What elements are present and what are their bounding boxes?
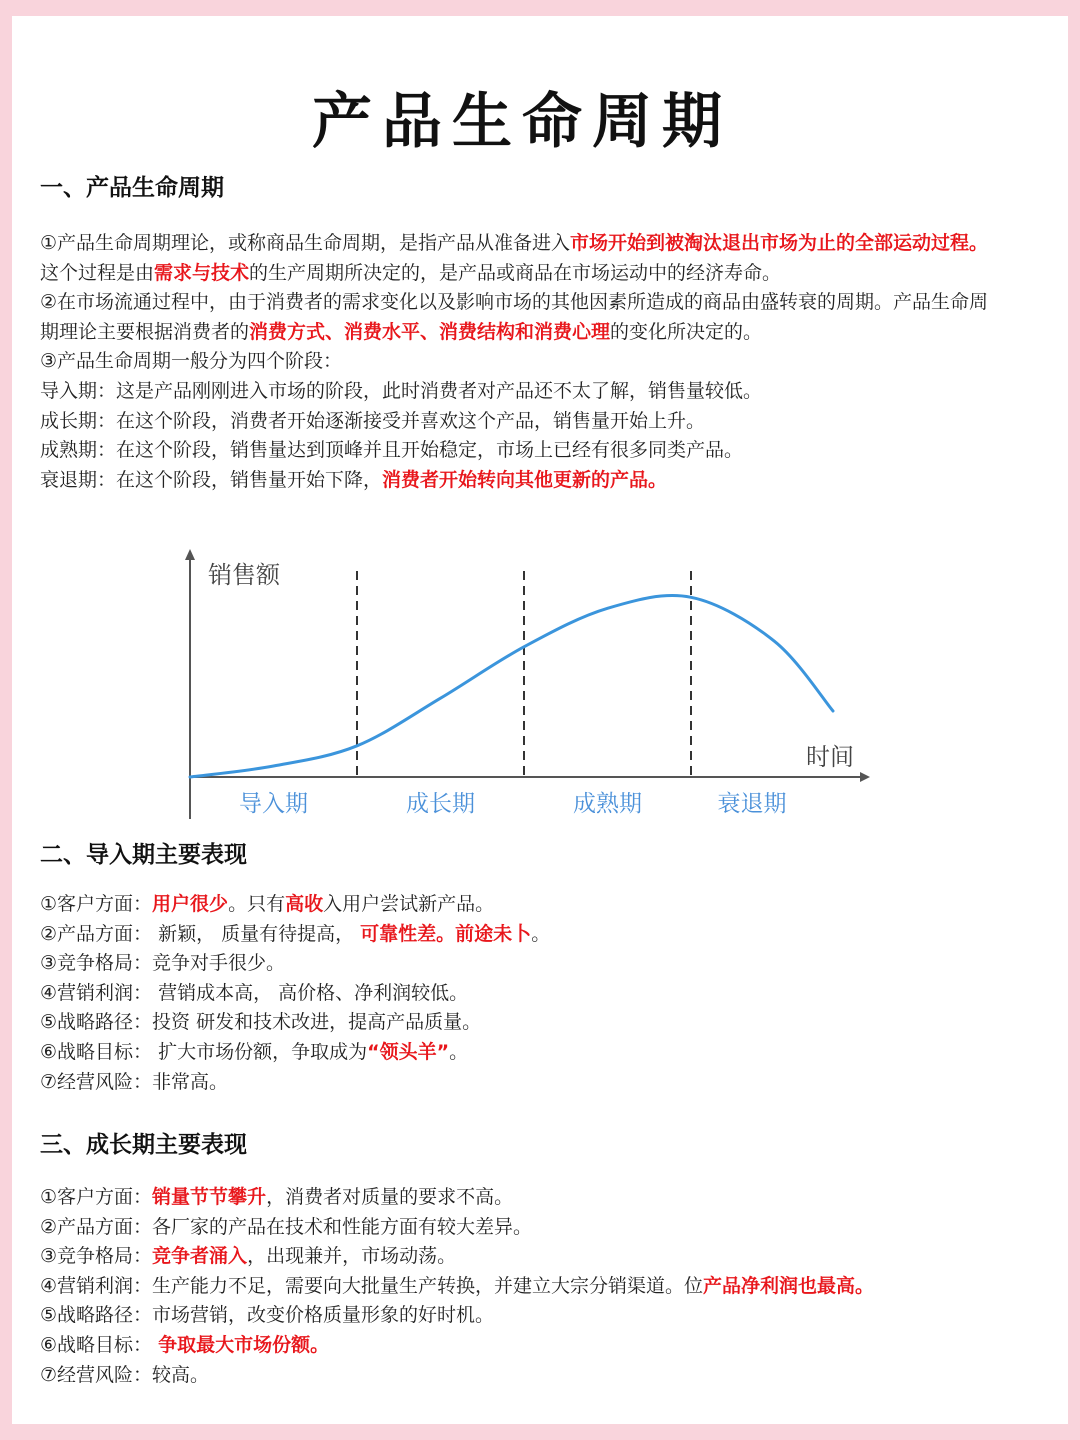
growth-product: ②产品方面：各厂家的产品在技术和性能方面有较大差异。: [40, 1215, 533, 1238]
section2-body: [40, 890, 1000, 1097]
x-axis-arrow: [860, 772, 870, 782]
section2-heading: 二、导入期主要表现: [40, 842, 247, 868]
growth-profit-text: ④营销利润：生产能力不足，需要向大批量生产转换，并建立大宗分销渠道。位: [40, 1274, 704, 1297]
p2-text-c: 的变化所决定的。: [610, 320, 763, 343]
section3-heading: 三、成长期主要表现: [40, 1132, 247, 1158]
growth-customer: [40, 1183, 1000, 1213]
intro-customer-text-e: 入用户尝试新产品。: [323, 893, 495, 915]
chart-axes: [185, 549, 870, 819]
section1-para1: [40, 229, 1000, 288]
growth-competition: [40, 1242, 1000, 1272]
lifecycle-chart-svg: [110, 521, 870, 823]
section1-heading: 一、产品生命周期: [40, 175, 224, 201]
section1-para3: ③产品生命周期一般分为四个阶段：: [40, 350, 343, 373]
growth-competition-text: ，出现兼并，市场动荡。: [247, 1245, 457, 1268]
p2-highlight-consumption: 消费方式、消费水平、消费结构和消费心理: [249, 320, 611, 343]
p1-highlight-lifecycle: 市场开始到被淘汰退出市场为止的全部运动过程。: [570, 232, 989, 254]
intro-product-highlight: 可靠性差。前途未卜: [360, 922, 532, 945]
growth-strategy-goal: [40, 1331, 1000, 1361]
growth-risk: ⑦经营风险：较高。: [40, 1363, 210, 1386]
intro-customer-text-c: 。只有: [228, 893, 286, 915]
sales-curve: [190, 596, 833, 777]
y-axis-label: 销售额: [208, 561, 280, 589]
lifecycle-chart: [110, 521, 870, 823]
stage-label-4: 衰退期: [717, 791, 787, 817]
intro-goal-text: ⑥战略目标： 扩大市场份额，争取成为: [40, 1040, 368, 1063]
growth-competition-label: ③竞争格局：: [40, 1245, 153, 1268]
section3-body: [40, 1183, 1000, 1390]
p1-text-a: ①产品生命周期理论，或称商品生命周期，是指产品从准备进入: [40, 232, 571, 254]
p1-text-c: 这个过程是由: [40, 261, 155, 284]
growth-customer-text: ，消费者对质量的要求不高。: [266, 1186, 514, 1208]
stage-label-2: 成长期: [406, 791, 475, 817]
stage-decline-desc: [40, 466, 1000, 496]
growth-customer-highlight: 销量节节攀升: [152, 1186, 267, 1208]
intro-goal-highlight: “领头羊”: [367, 1040, 450, 1063]
growth-goal-label: ⑥战略目标：: [40, 1333, 159, 1356]
growth-competition-highlight: 竞争者涌入: [152, 1245, 248, 1268]
growth-goal-highlight: 争取最大市场份额。: [158, 1333, 330, 1356]
stage-decline-highlight: 消费者开始转向其他更新的产品。: [382, 468, 668, 491]
growth-profit: [40, 1272, 1000, 1302]
intro-product-end: 。: [531, 922, 551, 945]
growth-profit-highlight: 产品净利润也最高。: [703, 1274, 875, 1297]
intro-customer-label: ①客户方面：: [40, 893, 153, 915]
intro-customer-highlight-1: 用户很少: [152, 893, 229, 915]
intro-product: [40, 920, 1000, 950]
y-axis-arrow: [185, 549, 195, 560]
p1-text-e: 的生产周期所决定的，是产品或商品在市场运动中的经济寿命。: [249, 261, 782, 284]
p1-highlight-demand-tech: 需求与技术: [154, 261, 250, 284]
intro-risk: ⑦经营风险：非常高。: [40, 1070, 229, 1093]
stage-growth-desc: 成长期：在这个阶段，消费者开始逐渐接受并喜欢这个产品，销售量开始上升。: [40, 409, 706, 432]
intro-strategy-goal: [40, 1038, 1000, 1068]
chart-labels: [208, 561, 854, 817]
intro-customer: [40, 890, 1000, 920]
x-axis-label: 时间: [806, 743, 854, 771]
stage-maturity-desc: 成熟期：在这个阶段，销售量达到顶峰并且开始稳定，市场上已经有很多同类产品。: [40, 439, 744, 462]
intro-strategy-path: ⑤战略路径：投资 研发和技术改进，提高产品质量。: [40, 1011, 482, 1034]
curve-group: [190, 596, 833, 777]
stage-dividers: [357, 571, 691, 777]
stage-intro-desc: 导入期：这是产品刚刚进入市场的阶段，此时消费者对产品还不太了解，销售量较低。: [40, 379, 763, 402]
stage-label-3: 成熟期: [573, 791, 642, 817]
page: [12, 16, 1068, 1424]
growth-strategy-path: ⑤战略路径：市场营销，改变价格质量形象的好时机。: [40, 1304, 495, 1327]
section1-body: [40, 229, 1000, 495]
page-title: 产品生命周期: [312, 87, 732, 157]
intro-goal-end: 。: [449, 1040, 469, 1063]
intro-competition: ③竞争格局：竞争对手很少。: [40, 952, 286, 975]
intro-customer-highlight-2: 高收: [285, 893, 324, 915]
growth-customer-label: ①客户方面：: [40, 1186, 153, 1208]
stage-label-1: 导入期: [239, 791, 308, 817]
stage-decline-text: 衰退期：在这个阶段，销售量开始下降，: [40, 468, 383, 491]
p2-text-a: ②在市场流通过程中，由于消费者的需求变化以及影响市场的其他因素所造成的商品由盛转衰的周期。产品生命周期理论主要根据消费者的: [40, 291, 989, 343]
intro-profit: ④营销利润： 营销成本高， 高价格、净利润较低。: [40, 981, 469, 1004]
intro-product-text: ②产品方面： 新颖， 质量有待提高，: [40, 922, 355, 945]
section1-para2: [40, 288, 1000, 347]
